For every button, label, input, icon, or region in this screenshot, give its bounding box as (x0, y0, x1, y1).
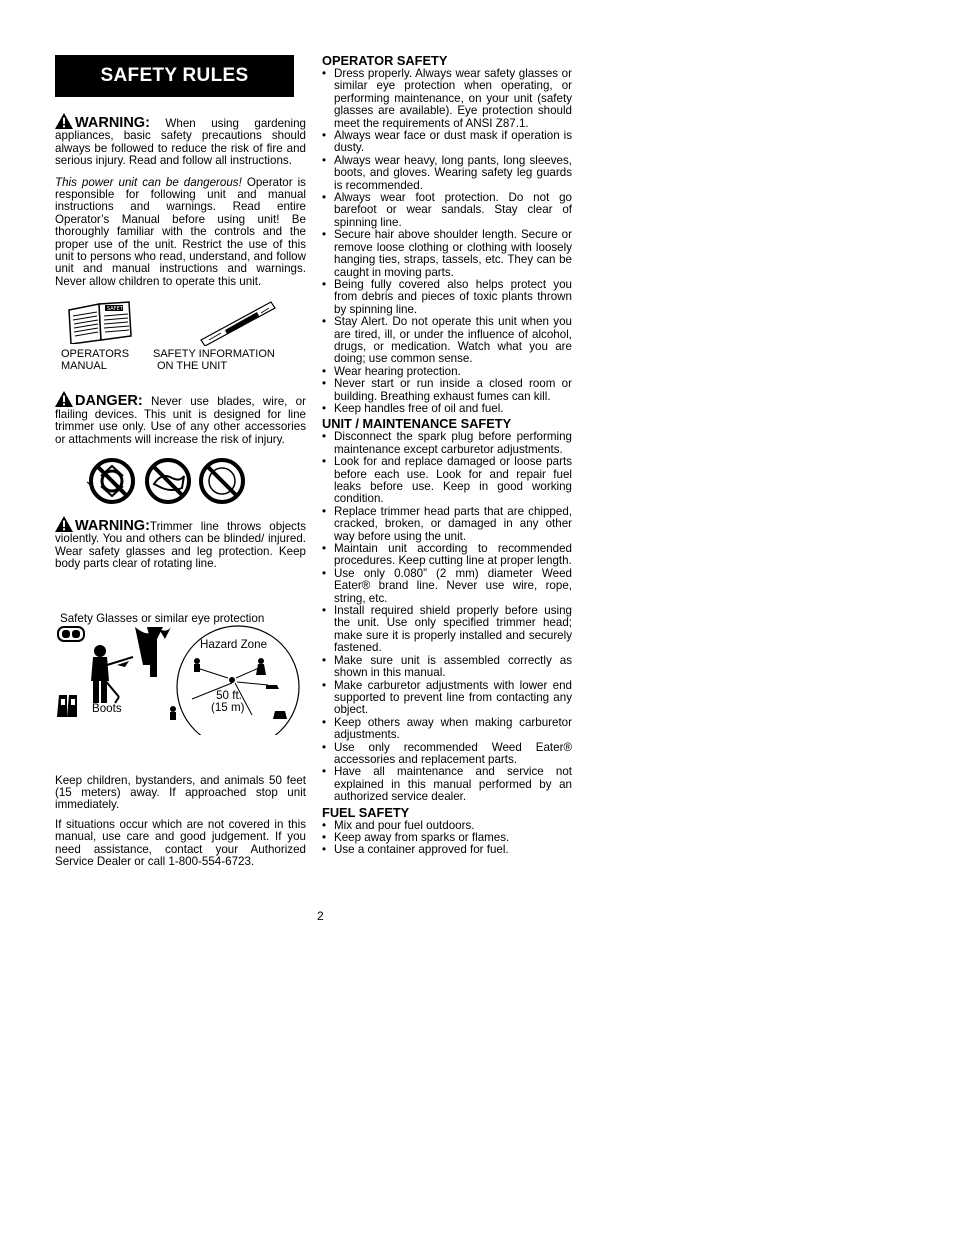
dangerous-intro-text: Operator is responsible for following unit and manual instructions and warnings. Read entire Operator’s Manual before using unit! Be thoroughly familiar with the controls and the proper use of the unit. Restrict the use of this unit to persons who read, understand, and follow unit and manual instructions and warnings. Never allow children to operate this unit. (55, 175, 306, 288)
list-item: • Maintain unit according to recommended procedures. Keep cutting line at proper length. (322, 543, 572, 568)
list-item: • Dress properly. Always wear safety glasses or similar eye protection when operating, or performing maintenance, on your unit (safety glasses are available). Eye protection should meet the requirements of ANSI Z87.1. (322, 68, 572, 130)
no-blade-icon (87, 456, 137, 506)
operators-manual-icon (67, 300, 133, 344)
manual-cover-text: SAFETY (107, 306, 126, 313)
distance-label: 50 ft. (216, 688, 242, 702)
hazard-zone-illustration (55, 625, 305, 735)
list-item: • Mix and pour fuel outdoors. (322, 820, 572, 832)
list-item: • Use a container approved for fuel. (322, 844, 572, 856)
list-item: • Always wear face or dust mask if operation is dusty. (322, 130, 572, 155)
situations-paragraph: If situations occur which are not covered in this manual, use care and good judgement. If you need assistance, contact your Authorized Service Dealer or call 1-800-554-6723. (55, 817, 306, 868)
safety-glasses-label: Safety Glasses or similar eye protection (60, 611, 265, 625)
list-item: • Wear hearing protection. (322, 366, 572, 378)
prohibition-icons (55, 454, 306, 514)
warning-text: When using gardening appliances, basic safety precautions should always be followed to reduce the risk of fire and serious injury. Read and follow all instructions. (55, 117, 306, 168)
list-item: • Have all maintenance and service not explained in this manual performed by an authorized service dealer. (322, 766, 572, 803)
list-item: • Disconnect the spark plug before performing maintenance except carburetor adjustments. (322, 431, 572, 456)
hazard-zone-label: Hazard Zone (200, 637, 268, 651)
left-column (55, 55, 306, 868)
warning-triangle-icon (55, 113, 73, 129)
maintenance-safety-list (322, 431, 572, 803)
warning-triangle-icon (55, 516, 73, 532)
list-item: • Use only recommended Weed Eater® accessories and replacement parts. (322, 742, 572, 767)
warning-paragraph-1 (55, 113, 306, 168)
list-item: • Keep handles free of oil and fuel. (322, 403, 572, 415)
list-item: • Make sure unit is assembled correctly as shown in this manual. (322, 655, 572, 680)
danger-triangle-icon (55, 391, 73, 407)
warning-label: WARNING: (75, 115, 150, 131)
safety-info-label: SAFETY INFORMATION ON THE UNIT (153, 348, 275, 373)
danger-paragraph (55, 391, 306, 446)
page-title: SAFETY RULES (55, 55, 294, 97)
list-item: • Replace trimmer head parts that are chipped, cracked, broken, or damaged in any other way before using the unit. (322, 506, 572, 543)
page-number: 2 (317, 909, 324, 923)
unit-safety-label-icon (195, 296, 281, 346)
operator-figure (91, 645, 133, 703)
list-item: • Use only 0.080” (2 mm) diameter Weed Eater® brand line. Never use wire, rope, string, etc. (322, 568, 572, 605)
list-item: • Make carburetor adjustments with lower end supported to prevent line from contacting any object. (322, 680, 572, 717)
list-item: • Always wear heavy, long pants, long sleeves, boots, and gloves. Wearing safety leg guards is recommended. (322, 155, 572, 192)
operators-manual-label: OPERATORS MANUAL (61, 348, 130, 373)
warning-paragraph-2 (55, 516, 306, 571)
fuel-safety-list (322, 820, 572, 857)
list-item: • Keep others away when making carburetor adjustments. (322, 717, 572, 742)
list-item: • Look for and replace damaged or loose parts before each use. Look for and repair fuel leaks before use. Keep in good working condition. (322, 456, 572, 506)
dangerous-intro-paragraph (55, 177, 306, 289)
warning-text: Trimmer line throws objects violently. You and others can be blinded/ injured. Wear safety glasses and leg protection. Keep body parts clear of rotating line. (55, 519, 306, 571)
danger-label: DANGER: (75, 393, 143, 410)
list-item: • Never start or run inside a closed room or building. Breathing exhaust fumes can kill. (322, 378, 572, 403)
distance-metric-label: (15 m) (211, 700, 245, 714)
no-wire-icon (144, 456, 192, 506)
list-item: • Being fully covered also helps protect you from debris and pieces of toxic plants thrown by spinning line. (322, 279, 572, 316)
boots-label: Boots (92, 701, 122, 715)
maintenance-safety-heading: UNIT / MAINTENANCE SAFETY (322, 416, 512, 432)
boots-icon (57, 695, 77, 717)
right-column (322, 54, 572, 857)
no-flail-icon (198, 456, 246, 506)
hazard-zone-figure (55, 613, 306, 763)
list-item: • Secure hair above shoulder length. Secure or remove loose clothing or clothing with loosely hanging ties, straps, tassels, etc. They can be caught in moving parts. (322, 229, 572, 279)
dangerous-intro-italic: This power unit can be dangerous! (55, 175, 242, 189)
list-item: • Keep away from sparks or flames. (322, 832, 572, 844)
list-item: • Stay Alert. Do not operate this unit when you are tired, ill, or under the influence of alcohol, drugs, or medication. Watch what you are doing; use common sense. (322, 316, 572, 366)
manual-figure (55, 296, 306, 382)
goggles-icon (58, 627, 84, 641)
operator-safety-list (322, 68, 572, 415)
list-item: • Always wear foot protection. Do not go barefoot or wear sandals. Stay clear of spinning line. (322, 192, 572, 229)
operator-safety-heading: OPERATOR SAFETY (322, 53, 448, 68)
fuel-safety-heading: FUEL SAFETY (322, 804, 410, 820)
danger-text: Never use blades, wire, or flailing devices. This unit is designed for line trimmer use only. Use of any other accessories or attachments will increase the risk of injury. (55, 395, 306, 446)
keep-children-paragraph: Keep children, bystanders, and animals 50 feet (15 meters) away. If approached stop unit immediately. (55, 773, 306, 812)
list-item: • Install required shield properly before using the unit. Use only specified trimmer head; make sure it is properly installed and securely fastened. (322, 605, 572, 655)
warning-label: WARNING: (75, 517, 150, 534)
